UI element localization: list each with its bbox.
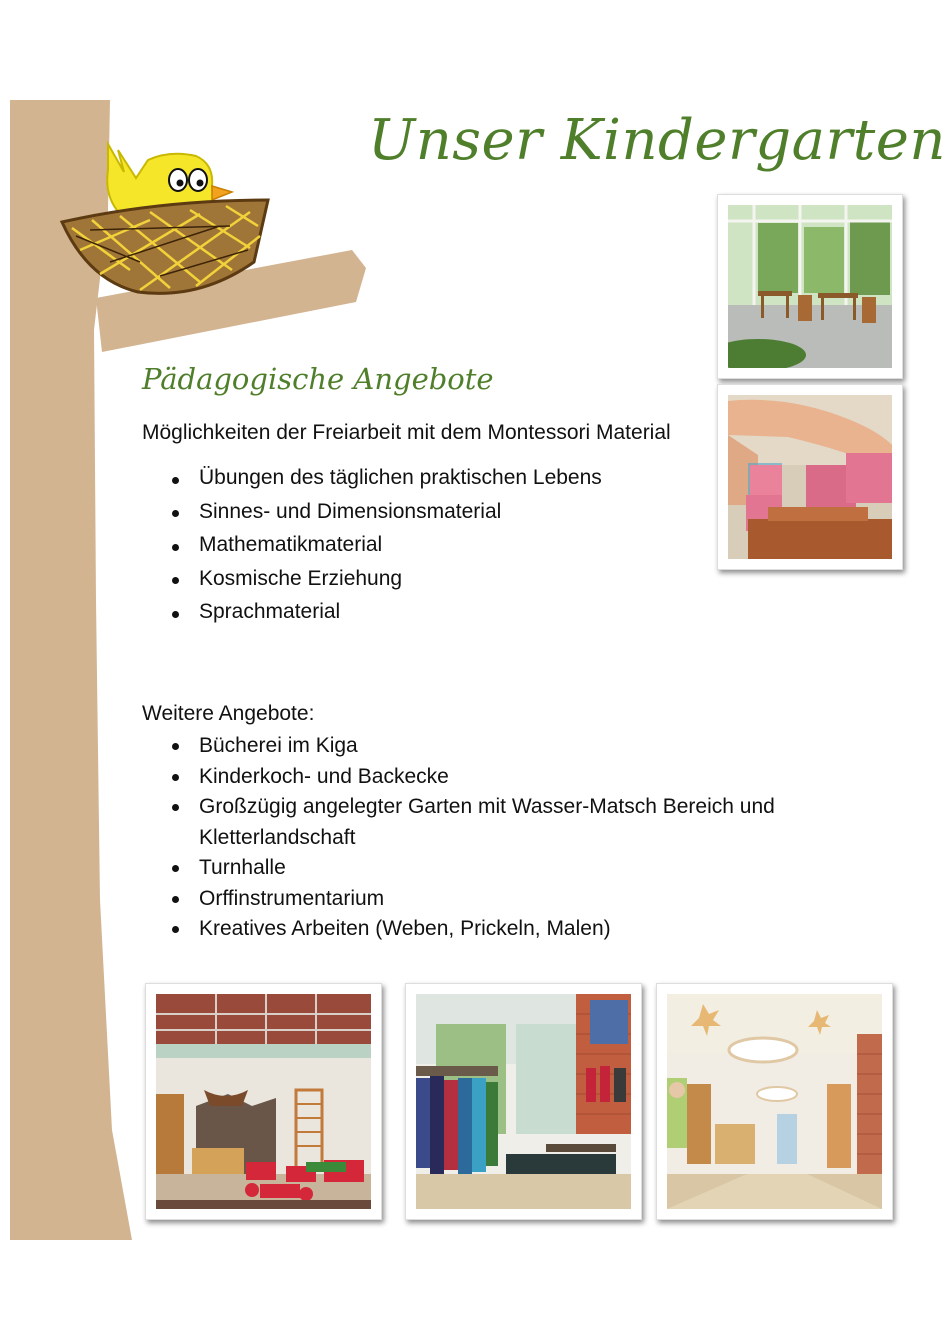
hallway-photo	[656, 983, 893, 1220]
more-heading: Weitere Angebote:	[142, 702, 315, 725]
list-item: Kosmische Erziehung	[172, 564, 602, 598]
cloakroom-photo	[405, 983, 642, 1220]
classroom-photo	[717, 194, 903, 379]
list-item: Bücherei im Kiga	[172, 731, 775, 762]
gym-hall-photo	[145, 983, 382, 1220]
list-item: Übungen des täglichen praktischen Lebens	[172, 463, 602, 497]
page-title: Unser Kindergarten	[368, 108, 946, 173]
montessori-list	[172, 463, 602, 631]
list-item: Orffinstrumentarium	[172, 884, 775, 915]
montessori-blocks-photo	[717, 384, 903, 570]
list-item-line: Kletterlandschaft	[199, 825, 356, 849]
list-item: Kinderkoch- und Backecke	[172, 762, 775, 793]
list-item: Turnhalle	[172, 853, 775, 884]
list-item: Kreatives Arbeiten (Weben, Prickeln, Malen)	[172, 914, 775, 945]
list-item-line: Großzügig angelegter Garten mit Wasser-Matsch Bereich und	[199, 795, 775, 818]
more-list	[172, 731, 775, 945]
section-heading: Pädagogische Angebote	[142, 362, 494, 396]
section-intro: Möglichkeiten der Freiarbeit mit dem Montessori Material	[142, 421, 671, 444]
list-item: Sprachmaterial	[172, 597, 602, 631]
list-item: Sinnes- und Dimensionsmaterial	[172, 497, 602, 531]
list-item	[172, 792, 775, 853]
list-item: Mathematikmaterial	[172, 530, 602, 564]
